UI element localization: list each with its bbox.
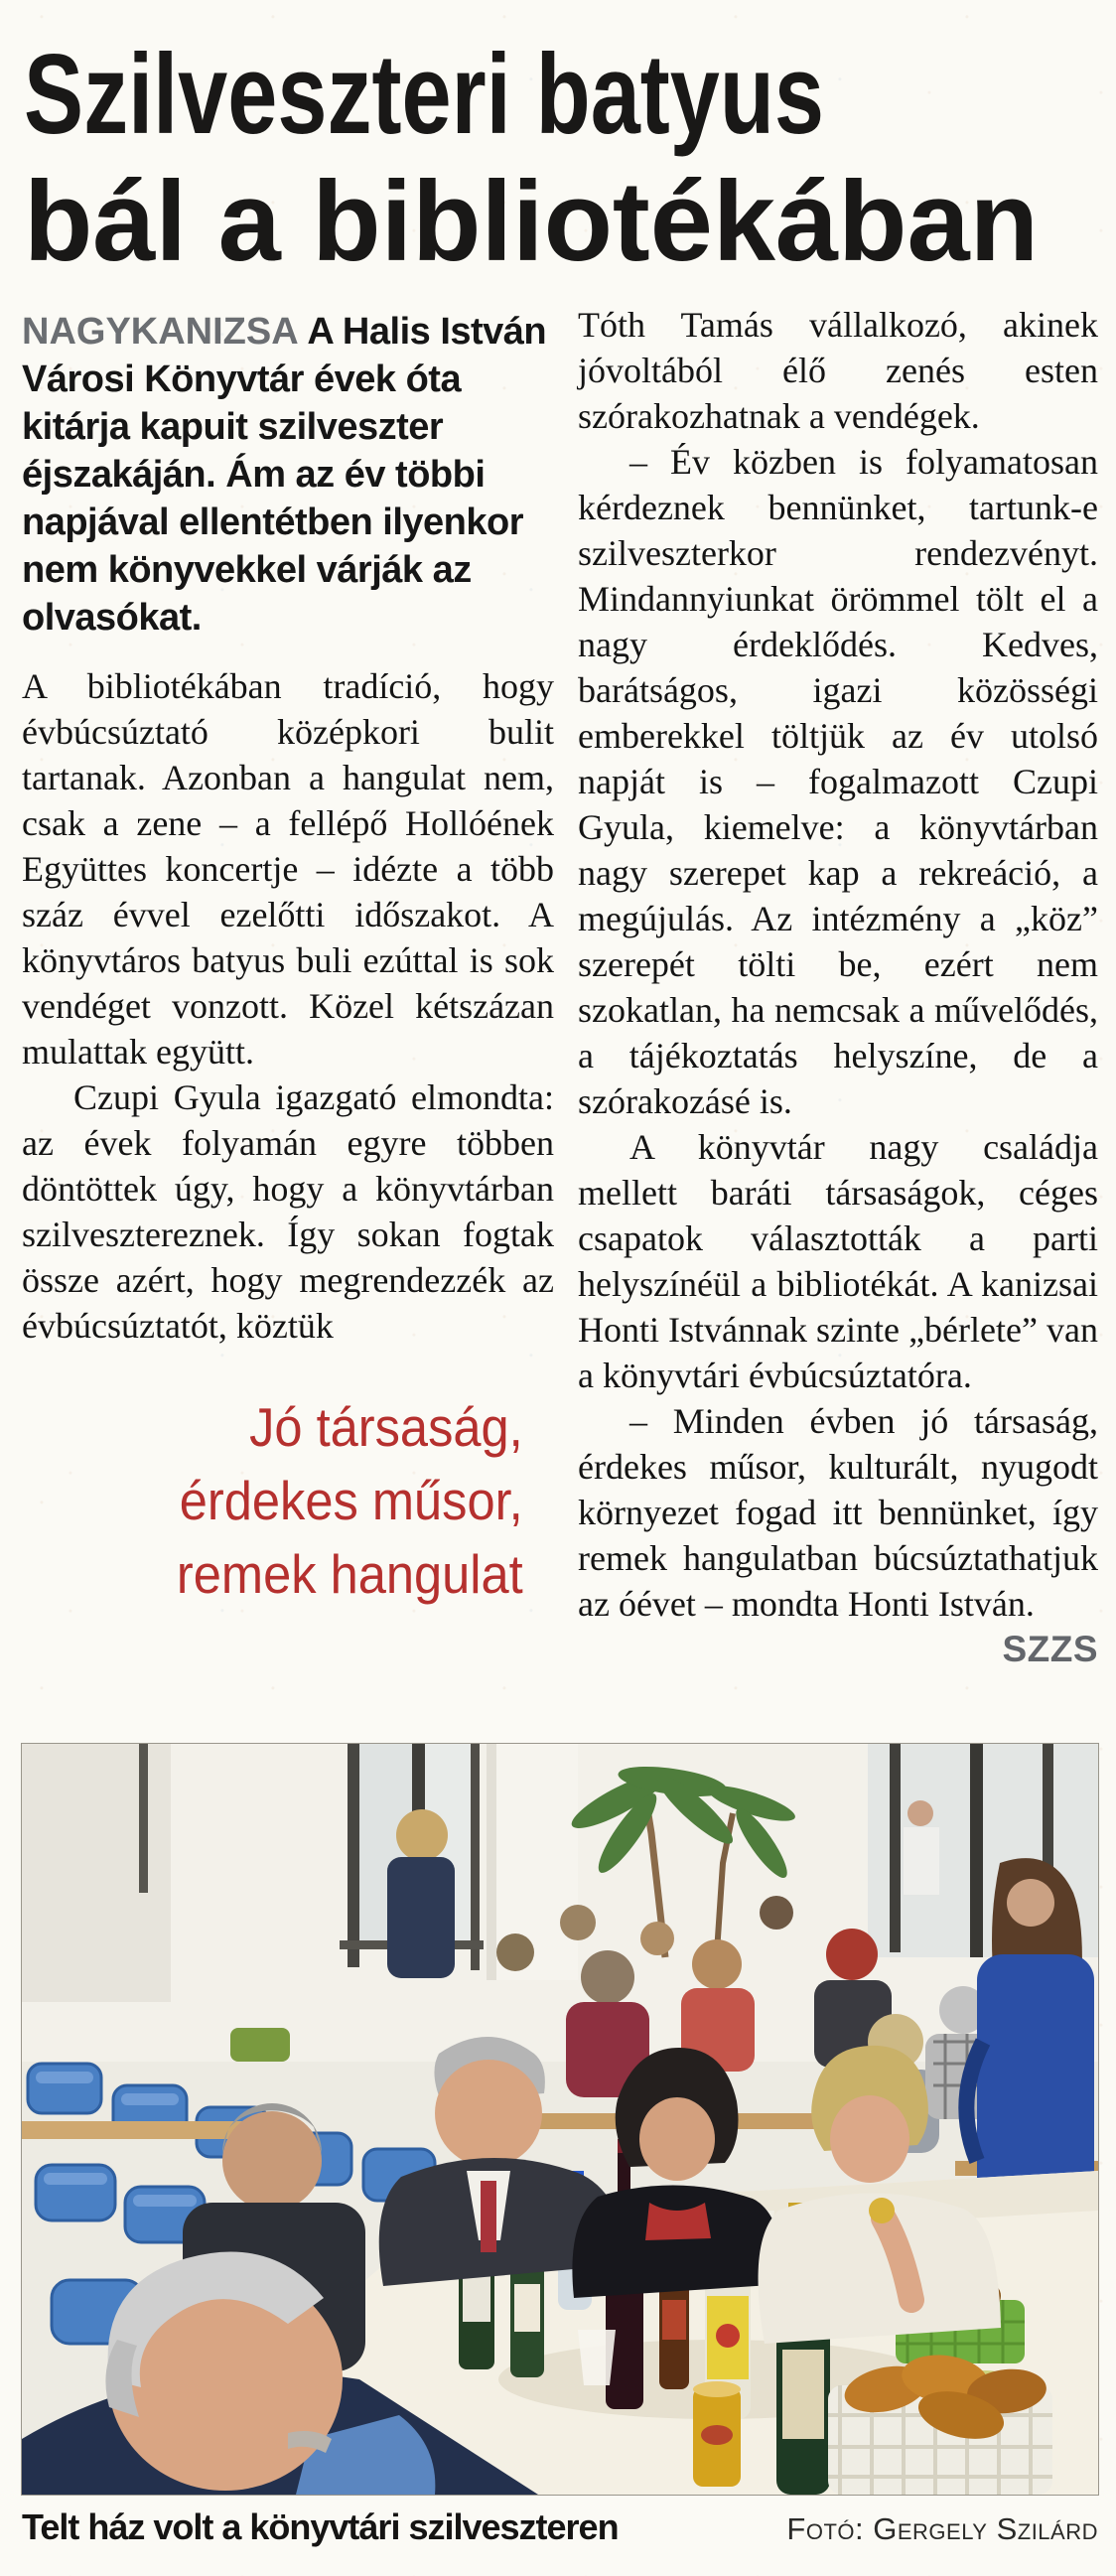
article-body-columns <box>22 302 1098 1744</box>
lead-paragraph <box>22 308 554 642</box>
article-photo-figure <box>22 1744 1098 2548</box>
person-standing-blonde <box>387 1809 455 1978</box>
headline-line-1: Szilveszteri batyus <box>24 32 824 158</box>
article-headline <box>22 30 1100 296</box>
author-byline: SZZS <box>1002 1629 1098 1669</box>
body-paragraph: A könyvtár nagy családja mellett baráti társaságok, céges csapatok választották a parti helyszínéül a bibliotékát. A kanizsai Honti Istvánnak szinte „bérlete” van a könyvtári évbúcsúztatóra. <box>578 1127 1098 1395</box>
headline-line-2: bál a bibliotékában <box>24 159 1039 285</box>
paragraph-text: – Minden évben jó társaság, érdekes műsor, kulturált, nyugodt környezet fogad itt bennünket, így remek hangulatban búcsúztathatjuk az óévet – mondta Honti István. <box>578 1401 1098 1624</box>
location-tag: NAGYKANIZSA <box>22 311 299 353</box>
right-column <box>578 302 1098 1672</box>
body-paragraph: A bibliotékában tradíció, hogy évbúcsúztató középkori bulit tartanak. Azonban a hangulat nem, csak a zene – a fellépő Hollóének Együttes koncertje – idézte a több száz évvel ezelőtti időszakot. A könyvtáros batyus buli ezúttal is sok vendéget vonzott. Közel kétszázan mulattak együtt. <box>22 666 554 1072</box>
photo-caption: Telt ház volt a könyvtári szilveszteren <box>22 2506 619 2547</box>
photo-credit: Fotó: Gergely Szilárd <box>786 2511 1098 2546</box>
body-paragraph: – Év közben is folyamatosan kérdeznek bennünket, tartunk-e szilveszterkor rendezvényt. Mindannyiunkat örömmel tölt el a nagy érdeklődés. Kedves, barátságos, igazi közösségi emberekkel töltjük az év utolsó napját is – fogalmazott Czupi Gyula, kiemelve: a könyvtárban nagy szerepet kap a rekreáció, a megújulás. Az intézmény a „köz” szerepét tölti be, ezért nem szokatlan, ha nemcsak a művelődés, a tájékoztatás helyszíne, de a szórakozásé is. <box>578 442 1098 1121</box>
lead-text: A Halis István Városi Könyvtár évek óta kitárja kapuit szilveszter éjszakáján. Ám az év többi napjával ellentétben ilyenkor nem könyvekkel várják az olvasókat. <box>22 311 547 639</box>
pull-quote-line-1: Jó társaság, <box>249 1396 523 1458</box>
photo <box>22 1744 1098 2495</box>
body-paragraph <box>578 1398 1098 1669</box>
pull-quote <box>65 1390 554 1611</box>
left-column <box>22 302 554 1611</box>
pull-quote-line-3: remek hangulat <box>176 1543 523 1605</box>
body-paragraph: Tóth Tamás vállalkozó, akinek jóvoltából élő zenés esten szórakozhatnak a vendégek. <box>578 305 1098 436</box>
beer-can-gold-icon <box>693 2381 741 2487</box>
photo-caption-row <box>22 2506 1098 2548</box>
photo-scene <box>22 1744 1098 2495</box>
pull-quote-line-2: érdekes műsor, <box>179 1470 523 1531</box>
body-paragraph: Czupi Gyula igazgató elmondta: az évek folyamán egyre többen döntöttek úgy, hogy a könyvtárban szilvesztereznek. Így sokan fogtak össze azért, hogy megrendezzék az évbúcsúztatót, köztük <box>22 1077 554 1346</box>
